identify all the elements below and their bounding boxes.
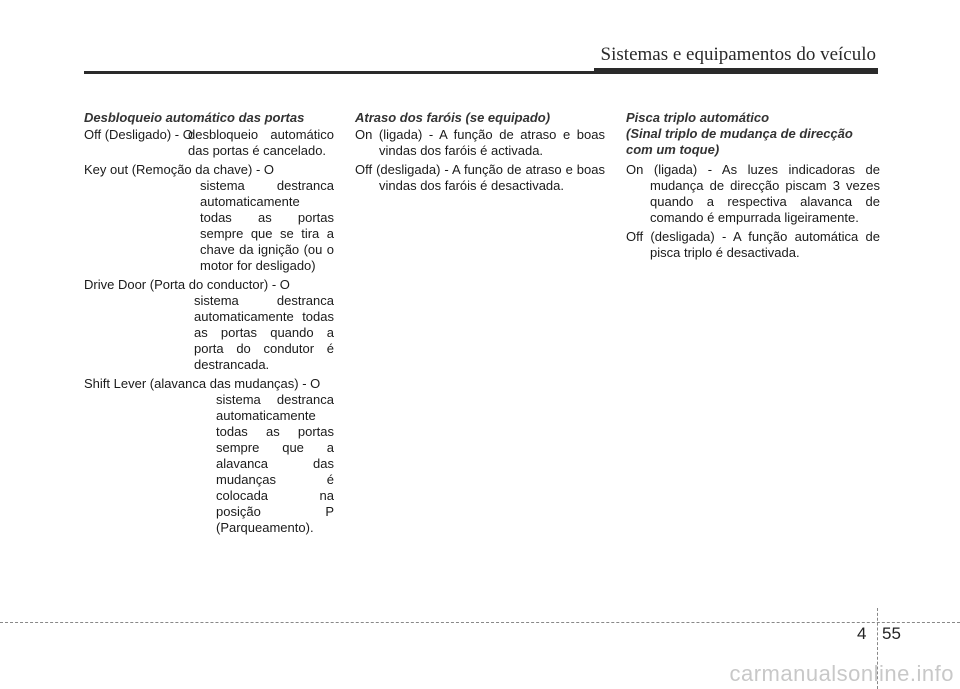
entry-key-out (84, 162, 334, 274)
chapter-number: 4 (857, 624, 867, 643)
item-off: Off (desligada) - A função automática de pisca triplo é desactivada. (626, 229, 880, 260)
item-on: On (ligada) - A função de atraso e boas vindas dos faróis é activada. (355, 127, 605, 158)
item-on: On (ligada) - As luzes indicadoras de mudança de direcção piscam 3 vezes quando a respectiva alavanca de comando é empurrada ligeiramente. (626, 162, 880, 225)
column-triple-signal (626, 110, 880, 264)
entry-term: Drive Door (Porta do conductor) - O (84, 277, 290, 292)
entry-term: Off (Desligado) - O (84, 127, 193, 142)
column-door-unlock (84, 110, 334, 539)
heading-headlight-delay: Atraso dos faróis (se equipado) (355, 110, 551, 125)
heading-line: Pisca triplo automático (626, 110, 770, 125)
entry-shift-lever (84, 376, 334, 536)
heading-door-unlock: Desbloqueio automático das portas (84, 110, 305, 125)
entry-desc: sistema destranca automaticamente todas as portas sempre que se tira a chave da ignição (ou o motor for desligado) (200, 178, 334, 273)
entry-desc: sistema destranca automaticamente todas as portas quando a porta do condutor é destrancada. (194, 293, 334, 372)
watermark: carmanualsonline.info (729, 661, 954, 686)
header-rule-accent (594, 68, 878, 73)
page-number: 55 (882, 624, 901, 643)
item-off: Off (desligada) - A função de atraso e boas vindas dos faróis é desactivada. (355, 162, 605, 193)
heading-triple-signal (626, 110, 880, 158)
heading-line: com um toque) (626, 142, 720, 157)
entry-desc: sistema destranca automaticamente todas as portas sempre que a alavanca das mudanças é colocada na posição P (Parqueamento). (216, 392, 334, 535)
entry-term: Shift Lever (alavanca das mudanças) - O (84, 376, 321, 391)
section-title: Sistemas e equipamentos do veículo (600, 44, 876, 65)
entry-term: Key out (Remoção da chave) - O (84, 162, 275, 177)
entry-drive-door (84, 277, 334, 373)
entry-desc: desbloqueio automático das portas é cancelado. (188, 127, 334, 158)
column-headlight-delay (355, 110, 605, 197)
heading-line: (Sinal triplo de mudança de direcção (626, 126, 853, 141)
entry-off (84, 127, 334, 159)
footer-rule (0, 622, 960, 623)
